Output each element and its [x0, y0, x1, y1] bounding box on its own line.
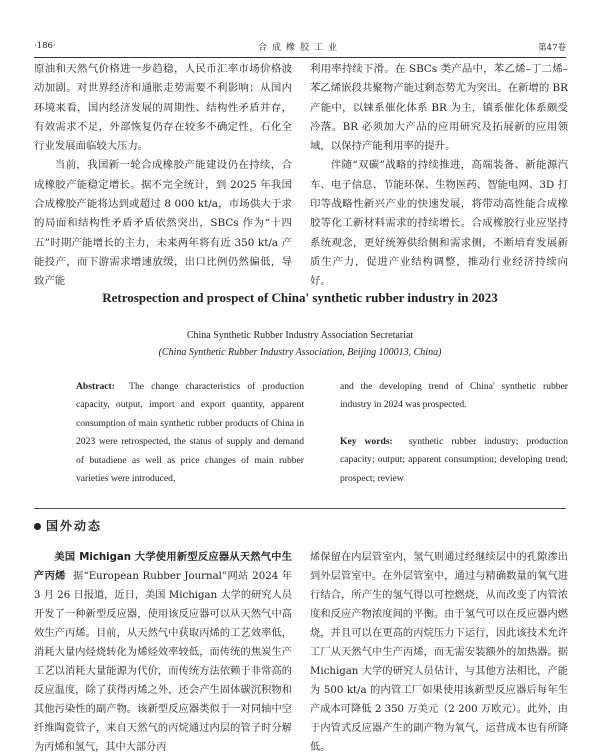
news-paragraph-left	[34, 548, 292, 754]
volume-label: 第47卷	[538, 43, 566, 53]
news-column-right	[310, 548, 568, 754]
news-headline: 美国 Michigan 大学使用新型反应器从天然气中生产丙烯	[34, 552, 292, 582]
cn-right-paragraph-2: 伴随“双碳”战略的持续推进，高端装备、新能源汽车、电子信息、节能环保、生物医药、智能电网、3D 打印等战略性新兴产业的快速发展，将带动高性能合成橡胶等化工新材料需求的持续增长。合成橡胶行业应坚持系统观念，更好统筹供给侧和需求侧，不断培育发展新质生产力，促进产业结构调整，推动行业经济持续向好。	[310, 159, 568, 288]
cn-left-paragraph-1: 原油和天然气价格进一步趋稳，人民币汇率市场价格波动加剧。对世界经济和通胀走势需要不利影响；从国内环境来看，国内经济发展的周期性、结构性矛盾并存，有效需求不足，外部恢复仍存在较多不确定性，石化全行业发展面临较大压力。	[34, 63, 292, 153]
news-body-left: 据“European Rubber Journal”网站 2024 年 3 月 26 日报道，近日，美国 Michigan 大学的研究人员开发了一种新型反应器，使用该反应器可以从天然气中高效生产丙烯。目前，从天然气中获取丙烯的工艺效率低，消耗大量内烃烧转化为烯烃效率较低，而传统的焦炭生产工艺以消耗大量能源为代价，而传统方法依赖于非常高的反应温度，除了获得丙烯之外，还会产生固体碳沉积物和其他污染性的副产物。该新型反应器类似于一对同轴中空纤维陶瓷管子，来自天然气的丙烷通过内层的管子时分解为丙烯和氢气，其中大部分丙	[34, 571, 292, 753]
chinese-column-right	[310, 60, 568, 292]
news-body-right: 烯保留在内层管室内，氢气则通过经继续层中的孔隙渗出到外层管室中。在外层管室中，通过与精确数量的氧气进行结合，所产生的氢气得以可控燃烧，从而改变了内管浓度和反应产物浓度间的平衡。由于氢气可以在反应器内燃烧，并且可以在更高的丙烷压力下运行，因此该技术允许工厂从天然气中生产丙烯，而无需安装额外的加热器。据 Michigan 大学的研究人员估计，与其他方法相比，产能为 500 kt/a 的内管工厂如果使用该新型反应器后每年生产成本可降低 2 350 万美元（2 200 万欧元）。此外，由于内管式反应器产生的副产物为氧气，运营成本也有所降低。	[310, 552, 568, 753]
cn-left-paragraph-2: 当前，我国新一轮合成橡胶产能建设仍在持续，合成橡胶产能稳定增长。据不完全统计，到 2025 年我国合成橡胶产能将达到或超过 8 000 kt/a，市场供大于求的局面和结构性矛盾矛盾依然突出，SBCs 作为“十四五”时期产能增长的主力，未来两年将有近 350 kt/a 产能投产，而下游需求增速放缓，出口比例仍然偏低，导致产能	[34, 159, 292, 288]
abstract-column-right	[340, 378, 568, 488]
bullet-icon	[34, 523, 41, 530]
journal-title: 合成橡胶工业	[257, 43, 342, 53]
section-divider	[34, 508, 566, 509]
header-rule	[34, 57, 566, 58]
keywords-label: Key words:	[340, 435, 393, 447]
keywords-block	[340, 433, 568, 488]
abstract-column-left	[76, 378, 304, 488]
chinese-column-left	[34, 60, 292, 292]
english-affiliation: (China Synthetic Rubber Industry Association, Beijing 100013, China)	[158, 347, 442, 358]
news-section-label: 国外动态	[46, 519, 103, 533]
abstract-text-left: The change characteristics of production capacity, output, import and export quantity, apparent consumption of main synthetic rubber products of China in 2023 were retrospected, the status of supply and demand of butadiene as well as price changes of main rubber varieties were introduced,	[76, 381, 304, 485]
keywords-text: synthetic rubber industry; production capacity; output; apparent consumption; developing trend; prospect; review	[340, 435, 568, 484]
cn-right-paragraph-1: 利用率持续下滑。在 SBCs 类产品中，苯乙烯–丁二烯–苯乙烯嵌段共聚物产能过剩态势尤为突出。在新增的 BR 产能中，以铼系催化体系 BR 为主，镇系催化体系颇受冷落。BR 必须加大产品的应用研究及拓展新的应用领域，以保持产能利用率的提升。	[310, 63, 568, 153]
english-author: China Synthetic Rubber Industry Association Secretariat	[186, 330, 414, 341]
abstract-text-right: and the developing trend of China' synthetic rubber industry in 2024 was prospected.	[340, 381, 568, 411]
page-number: ·186·	[34, 41, 56, 51]
english-title: Retrospection and prospect of China' synthetic rubber industry in 2023	[102, 290, 498, 305]
news-section-title	[34, 517, 102, 534]
news-column-left	[34, 548, 292, 754]
page-header	[34, 38, 566, 54]
abstract-label: Abstract:	[76, 381, 115, 392]
